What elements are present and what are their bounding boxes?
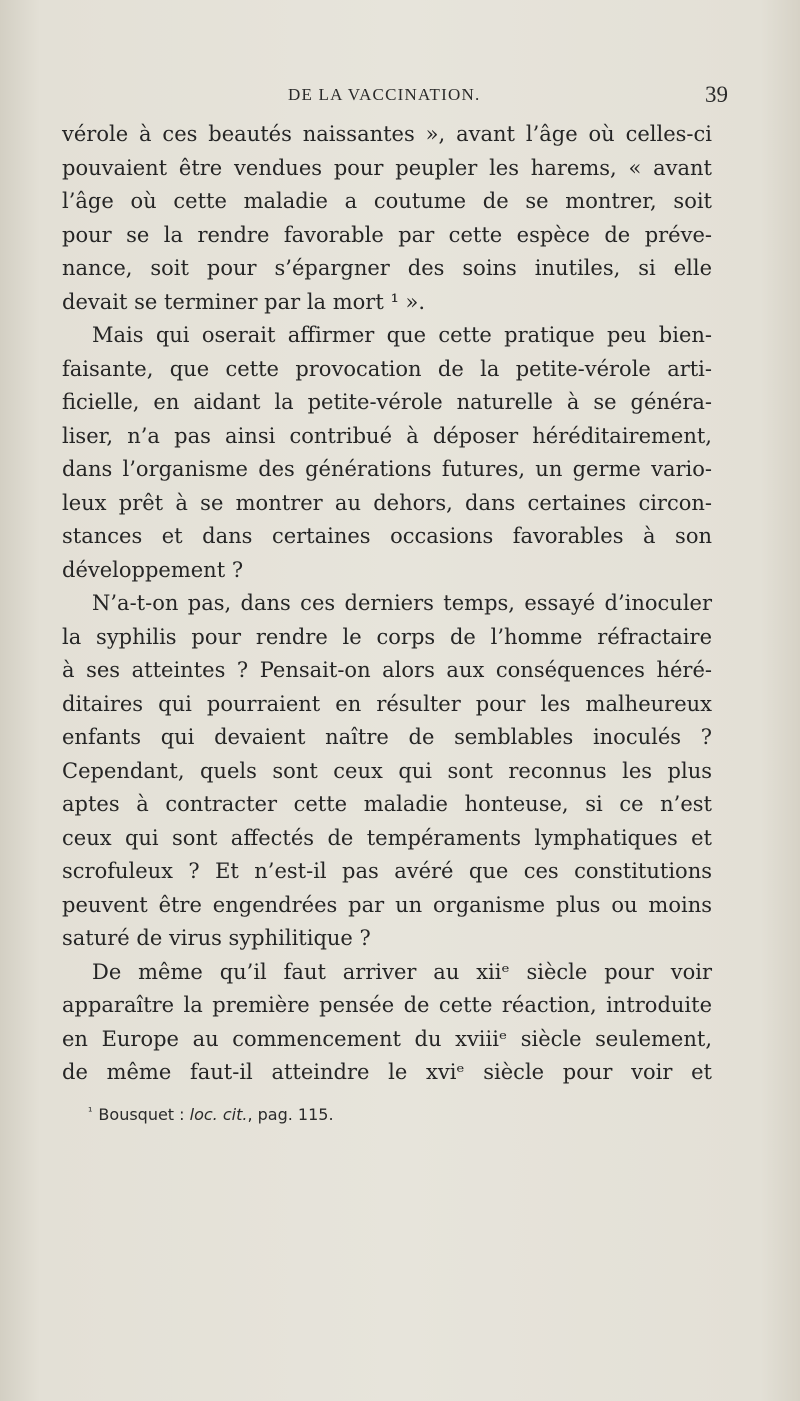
text-line: scrofuleux ? Et n’est-il pas avéré que ces constitutions xyxy=(62,859,712,883)
text-line: en Europe au commencement du xviiiᵉ siècle seulement, xyxy=(62,1026,712,1051)
text-line: peuvent être engendrées par un organisme plus ou moins xyxy=(62,892,712,917)
footnote-rest: , pag. 115. xyxy=(247,1105,334,1124)
text-line: nance, soit pour s’épargner des soins inutiles, si elle xyxy=(62,256,712,280)
text-line: Mais qui oserait affirmer que cette pratique peu bien- xyxy=(92,323,712,347)
running-title: DE LA VACCINATION. xyxy=(288,85,481,104)
text-line: la syphilis pour rendre le corps de l’homme réfractaire xyxy=(62,624,712,649)
text-line: faisante, que cette provocation de la petite-vérole arti- xyxy=(62,356,712,381)
text-line: leux prêt à se montrer au dehors, dans certaines circon- xyxy=(62,490,712,515)
text-line: aptes à contracter cette maladie honteuse, si ce n’est xyxy=(62,792,712,816)
text-line: Cependant, quels sont ceux qui sont reconnus les plus xyxy=(62,758,712,783)
text-line: de même faut-il atteindre le xviᵉ siècle pour voir et xyxy=(62,1060,712,1084)
text-line: pour se la rendre favorable par cette espèce de préve- xyxy=(62,222,712,247)
text-line: pouvaient être vendues pour peupler les harems, « avant xyxy=(62,155,712,180)
running-head xyxy=(0,82,800,112)
text-line: ficielle, en aidant la petite-vérole naturelle à se généra- xyxy=(62,390,712,414)
text-line: N’a-t-on pas, dans ces derniers temps, essayé d’inoculer xyxy=(92,591,712,615)
text-line: stances et dans certaines occasions favorables à son xyxy=(62,524,712,548)
text-line: dans l’organisme des générations futures, un germe vario- xyxy=(62,457,712,481)
text-line: développement ? xyxy=(62,557,244,582)
text-line: apparaître la première pensée de cette réaction, introduite xyxy=(62,993,712,1017)
body-text xyxy=(62,118,712,1090)
text-line: devait se terminer par la mort ¹ ». xyxy=(62,289,426,314)
page-number: 39 xyxy=(705,82,728,107)
text-line: liser, n’a pas ainsi contribué à déposer héréditairement, xyxy=(62,423,712,448)
footnote-author: Bousquet : xyxy=(98,1105,190,1124)
text-line: enfants qui devaient naître de semblables inoculés ? xyxy=(62,725,712,749)
footnote xyxy=(88,1105,334,1124)
text-line: De même qu’il faut arriver au xiiᵉ siècle pour voir xyxy=(92,959,712,984)
text-line: ceux qui sont affectés de tempéraments lymphatiques et xyxy=(62,825,712,850)
text-line: vérole à ces beautés naissantes », avant l’âge où celles-ci xyxy=(62,122,712,146)
text-line: à ses atteintes ? Pensait-on alors aux conséquences héré- xyxy=(62,658,712,682)
footnote-mark: ¹ xyxy=(88,1105,93,1118)
text-line: saturé de virus syphilitique ? xyxy=(62,926,371,950)
footnote-reference: loc. cit. xyxy=(189,1105,248,1124)
text-line: ditaires qui pourraient en résulter pour les malheureux xyxy=(62,691,712,716)
text-line: l’âge où cette maladie a coutume de se montrer, soit xyxy=(62,189,712,213)
